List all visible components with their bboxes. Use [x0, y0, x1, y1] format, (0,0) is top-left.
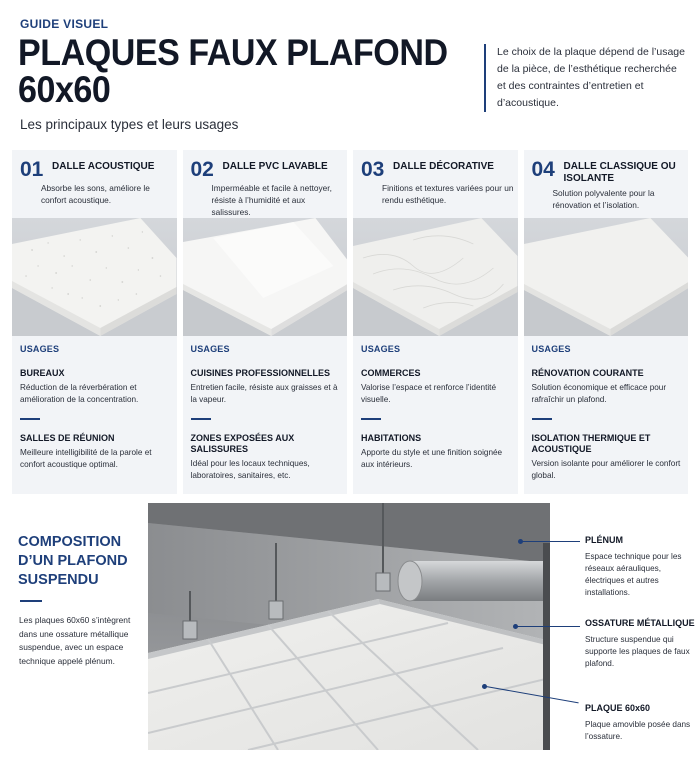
callout-description: Plaque amovible posée dans l’ossature.	[585, 720, 691, 741]
callout-framework	[585, 617, 695, 670]
card-number: 01	[20, 158, 44, 181]
callout-description: Structure suspendue qui supporte les plaques de faux plafond.	[585, 635, 690, 668]
card-classic-tile	[524, 150, 689, 494]
intro-accent-bar	[484, 44, 486, 112]
usage-title: SALLES DE RÉUNION	[20, 433, 115, 443]
usages-section	[532, 344, 682, 482]
callout-plenum	[585, 534, 695, 599]
card-pvc-tile	[183, 150, 348, 494]
tile-marker	[482, 684, 487, 689]
card-header	[524, 150, 689, 218]
usage-description: Apporte du style et une finition soignée aux intérieurs.	[361, 448, 503, 469]
usage-title: RÉNOVATION COURANTE	[531, 368, 644, 378]
usage-title: COMMERCES	[361, 368, 421, 378]
callout-tile	[585, 702, 695, 743]
usages-heading: USAGES	[531, 344, 571, 354]
framework-leader-line	[517, 626, 580, 627]
framework-marker	[513, 624, 518, 629]
plenum-marker	[518, 539, 523, 544]
page-title-line-1: PLAQUES FAUX PLAFOND	[18, 32, 448, 73]
page-subtitle: Les principaux types et leurs usages	[20, 117, 239, 132]
usage-title: HABITATIONS	[361, 433, 422, 443]
pvc-tile-photo	[183, 218, 348, 336]
card-title: DALLE CLASSIQUE OU ISOLANTE	[563, 161, 676, 184]
usage-description: Meilleure intelligibilité de la parole et confort acoustique optimal.	[20, 448, 152, 469]
card-description: Solution polyvalente pour la rénovation et l’isolation.	[552, 188, 655, 210]
usages-heading: USAGES	[190, 344, 230, 354]
card-number: 04	[531, 158, 555, 181]
usage-title: BUREAUX	[20, 368, 65, 378]
composition-description: Les plaques 60x60 s’intègrent dans une ossature métallique suspendue, avec un espace technique appelé plénum.	[19, 615, 131, 666]
usage-title: ISOLATION THERMIQUE ET ACOUSTIQUE	[531, 433, 651, 454]
card-number: 03	[361, 158, 385, 181]
usage-title: ZONES EXPOSÉES AUX SALISSURES	[190, 433, 295, 454]
usage-description: Entretien facile, résiste aux graisses et à la vapeur.	[190, 383, 338, 404]
card-acoustic-tile	[12, 150, 177, 494]
card-header	[12, 150, 177, 218]
composition-accent-bar	[20, 600, 42, 602]
card-number: 02	[190, 158, 214, 181]
card-description: Finitions et textures variées pour un rendu esthétique.	[382, 183, 514, 205]
usage-divider	[361, 418, 381, 420]
card-title: DALLE PVC LAVABLE	[222, 161, 328, 172]
plenum-leader-line	[522, 541, 580, 542]
guide-kicker: GUIDE VISUEL	[20, 17, 109, 31]
card-header	[183, 150, 348, 218]
card-title: DALLE DÉCORATIVE	[393, 161, 494, 172]
callout-title: PLAQUE 60x60	[585, 703, 651, 713]
usage-description: Valorise l’espace et renforce l’identité visuelle.	[361, 383, 497, 404]
tile-types-grid	[12, 150, 688, 494]
usages-section	[20, 344, 170, 471]
page-title	[18, 34, 448, 108]
card-description: Absorbe les sons, améliore le confort acoustique.	[41, 183, 150, 205]
card-description: Imperméable et facile à nettoyer, résiste à l’humidité et aux salissures.	[211, 183, 332, 217]
card-title: DALLE ACOUSTIQUE	[52, 161, 155, 172]
usages-heading: USAGES	[361, 344, 401, 354]
usage-divider	[191, 418, 211, 420]
acoustic-tile-photo	[12, 218, 177, 336]
usage-divider	[20, 418, 40, 420]
callout-description: Espace technique pour les réseaux aérauliques, électriques et autres installations.	[585, 552, 682, 597]
callout-title: PLÉNUM	[585, 535, 623, 545]
usage-description: Solution économique et efficace pour rafraîchir un plafond.	[531, 383, 667, 404]
usage-description: Version isolante pour améliorer le confort global.	[531, 459, 681, 480]
usage-description: Réduction de la réverbération et amélioration de la concentration.	[20, 383, 139, 404]
page-title-line-2: 60x60	[18, 69, 111, 110]
card-header	[353, 150, 518, 218]
classic-tile-photo	[524, 218, 689, 336]
usage-title: CUISINES PROFESSIONNELLES	[190, 368, 331, 378]
decorative-tile-photo	[353, 218, 518, 336]
usage-divider	[532, 418, 552, 420]
usage-description: Idéal pour les locaux techniques, laboratoires, sanitaires, etc.	[190, 459, 310, 480]
callout-title: OSSATURE MÉTALLIQUE	[585, 618, 695, 628]
composition-title: COMPOSITION D’UN PLAFOND SUSPENDU	[18, 534, 128, 588]
suspended-ceiling-photo	[148, 503, 550, 750]
usages-heading: USAGES	[20, 344, 60, 354]
card-decorative-tile	[353, 150, 518, 494]
intro-text: Le choix de la plaque dépend de l’usage de la pièce, de l’esthétique recherchée et des contraintes d’entretien et d’acoustique.	[497, 46, 685, 109]
usages-section	[191, 344, 341, 482]
usages-section	[361, 344, 511, 471]
